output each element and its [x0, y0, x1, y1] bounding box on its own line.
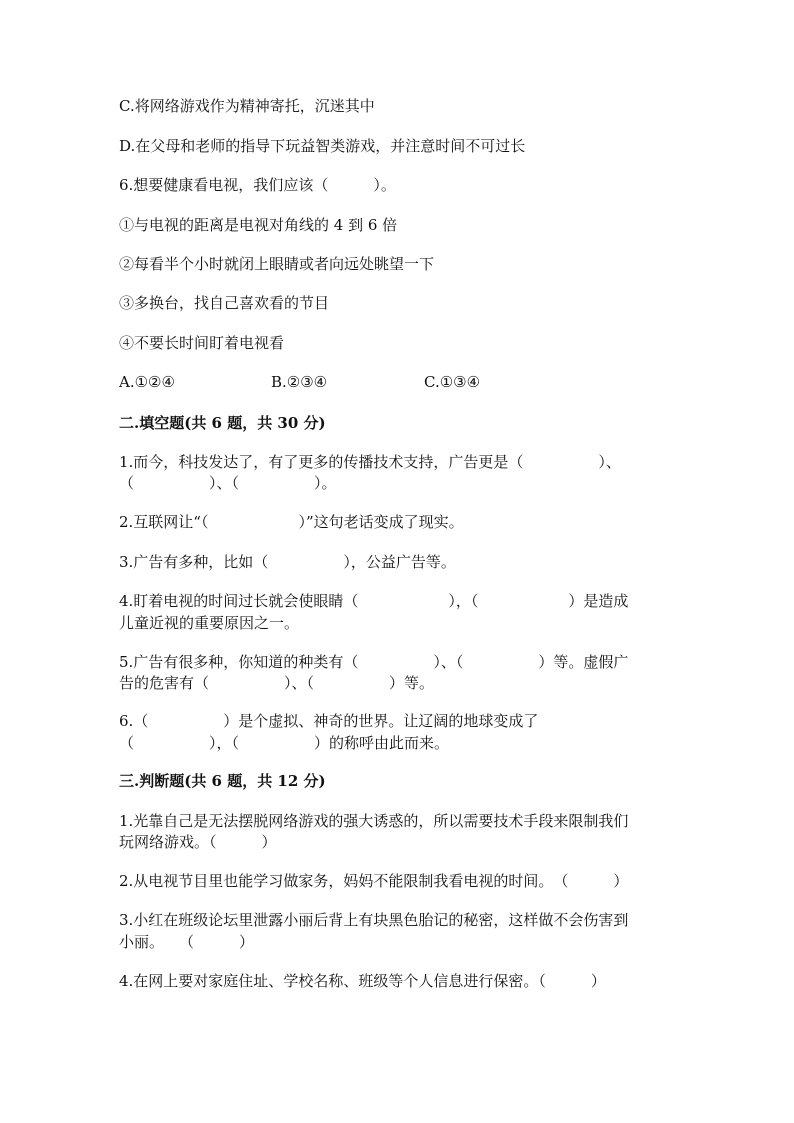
- judge-4: 4.在网上要对家庭住址、学校名称、班级等个人信息进行保密。（ ）: [119, 972, 606, 990]
- fill-6-line-1: 6.（ ）是个虚拟、神奇的世界。让辽阔的地球变成了: [119, 712, 539, 730]
- answer-option-a: A.①②④: [119, 373, 175, 391]
- section-heading-true-false: 三.判断题(共 6 题，共 12 分): [119, 772, 326, 790]
- answer-option-c: C.①③④: [424, 373, 481, 391]
- fill-4-line-1: 4.盯着电视的时间过长就会使眼睛（ ），（ ）是造成: [119, 592, 629, 610]
- fill-6-line-2: （ ），（ ）的称呼由此而来。: [119, 734, 450, 752]
- statement-4: ④不要长时间盯着电视看: [119, 334, 285, 352]
- fill-1-line-1: 1.而今，科技发达了，有了更多的传播技术支持，广告更是（ ）、: [119, 453, 621, 471]
- fill-2: 2.互联网让“（ ）”这句老话变成了现实。: [119, 513, 464, 531]
- judge-3-line-2: 小丽。 （ ）: [119, 933, 255, 951]
- question-6-stem: 6.想要健康看电视，我们应该（ ）。: [119, 176, 396, 194]
- option-c-text: C.将网络游戏作为精神寄托，沉迷其中: [119, 97, 375, 115]
- fill-5-line-2: 告的危害有（ ）、（ ）等。: [119, 674, 435, 692]
- answer-option-b: B.②③④: [271, 373, 328, 391]
- fill-1-line-2: （ ）、（ ）。: [119, 474, 337, 492]
- statement-1: ①与电视的距离是电视对角线的 4 到 6 倍: [119, 216, 398, 234]
- statement-3: ③多换台，找自己喜欢看的节目: [119, 294, 330, 312]
- fill-3: 3.广告有多种，比如（ ），公益广告等。: [119, 553, 456, 571]
- fill-4-line-2: 儿童近视的重要原因之一。: [119, 614, 300, 632]
- judge-1-line-2: 玩网络游戏。（ ）: [119, 833, 277, 851]
- section-heading-fill-in: 二.填空题(共 6 题，共 30 分): [119, 414, 326, 432]
- judge-1-line-1: 1.光靠自己是无法摆脱网络游戏的强大诱惑的，所以需要技术手段来限制我们: [119, 812, 629, 830]
- fill-5-line-1: 5.广告有很多种，你知道的种类有（ ）、（ ）等。虚假广: [119, 653, 629, 671]
- option-d-text: D.在父母和老师的指导下玩益智类游戏，并注意时间不可过长: [119, 137, 526, 155]
- judge-2: 2.从电视节目里也能学习做家务，妈妈不能限制我看电视的时间。 （ ）: [119, 872, 629, 890]
- judge-3-line-1: 3.小红在班级论坛里泄露小丽后背上有块黑色胎记的秘密，这样做不会伤害到: [119, 911, 629, 929]
- statement-2: ②每看半个小时就闭上眼睛或者向远处眺望一下: [119, 255, 435, 273]
